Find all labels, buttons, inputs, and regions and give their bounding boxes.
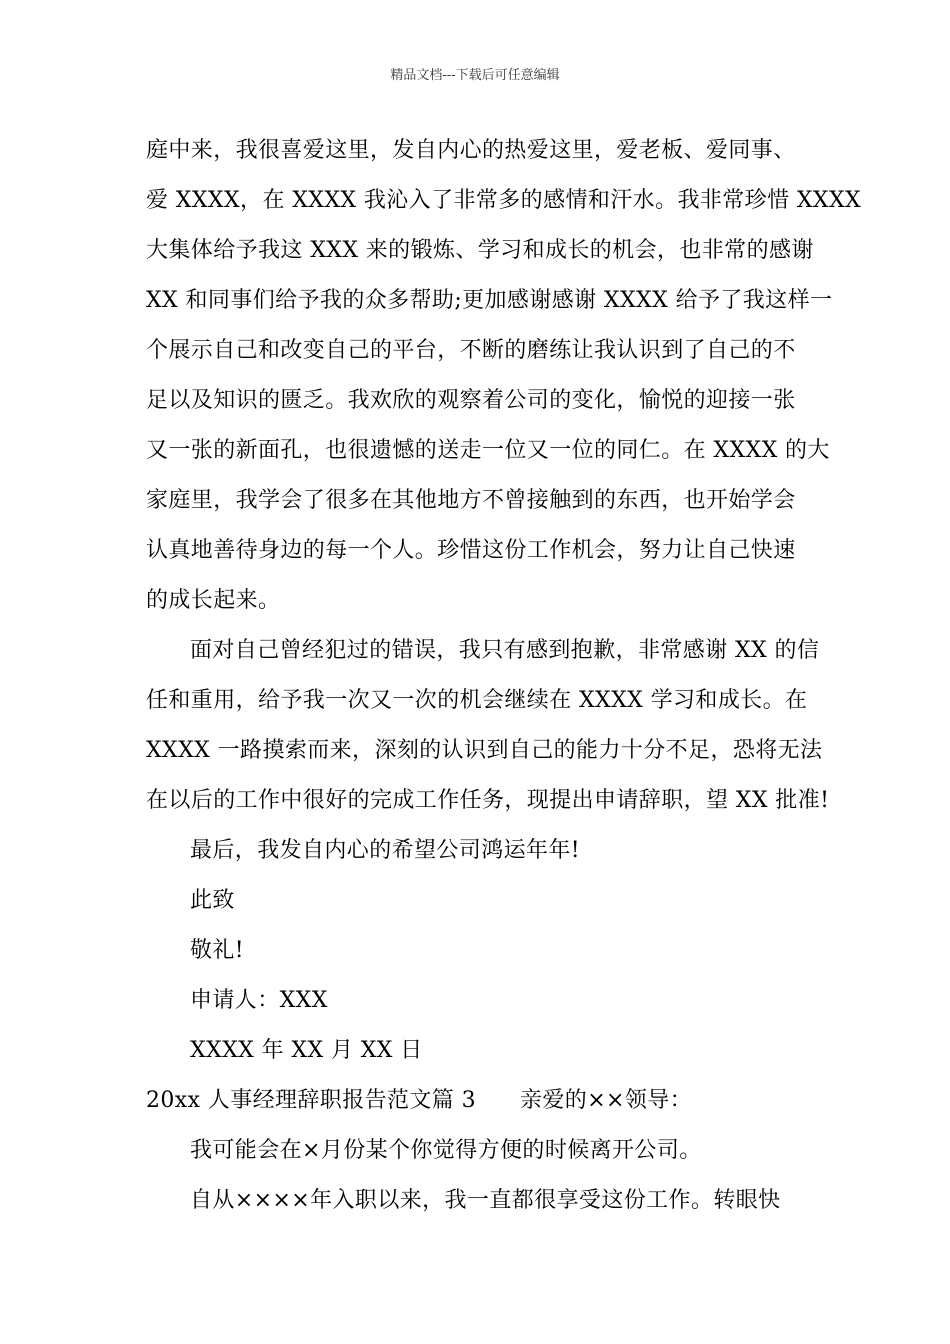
date-line: XXXX 年 XX 月 XX 日 [190, 1038, 423, 1063]
page-header: 精品文档---下载后可任意编辑 [390, 68, 560, 83]
text-line: 面对自己曾经犯过的错误，我只有感到抱歉，非常感谢 XX 的信 [190, 638, 820, 663]
section-title: 20xx 人事经理辞职报告范文篇 3 [146, 1088, 476, 1113]
closing-wish: 最后，我发自内心的希望公司鸿运年年! [190, 838, 581, 863]
text-line: 足以及知识的匮乏。我欢欣的观察着公司的变化，愉悦的迎接一张 [146, 388, 796, 413]
text-line: 家庭里，我学会了很多在其他地方不曾接触到的东西，也开始学会 [146, 488, 796, 513]
document-body [146, 126, 862, 1226]
text-line: 在以后的工作中很好的完成工作任务，现提出申请辞职，望 XX 批准! [146, 788, 830, 813]
text-line: 个展示自己和改变自己的平台，不断的磨练让我认识到了自己的不 [146, 338, 796, 363]
text-line: 的成长起来。 [146, 588, 281, 613]
text-line: 爱 XXXX，在 XXXX 我沁入了非常多的感情和汗水。我非常珍惜 XXXX [146, 188, 862, 213]
text-line: 认真地善待身边的每一个人。珍惜这份工作机会，努力让自己快速 [146, 538, 796, 563]
text-line: 我可能会在×月份某个你觉得方便的时候离开公司。 [190, 1138, 702, 1163]
section-salutation: 亲爱的××领导： [520, 1088, 693, 1113]
section-heading-line [146, 1076, 810, 1126]
text-line: XX 和同事们给予我的众多帮助;更加感谢感谢 XXXX 给予了我这样一 [146, 288, 833, 313]
closing-cizhi: 此致 [190, 888, 235, 913]
text-line: 又一张的新面孔，也很遗憾的送走一位又一位的同仁。在 XXXX 的大 [146, 438, 830, 463]
text-line: 自从××××年入职以来，我一直都很享受这份工作。转眼快 [190, 1188, 781, 1213]
closing-jingli: 敬礼! [190, 938, 245, 963]
applicant-line: 申请人：XXX [190, 988, 328, 1013]
text-line: 任和重用，给予我一次又一次的机会继续在 XXXX 学习和成长。在 [146, 688, 808, 713]
text-line: 大集体给予我这 XXX 来的锻炼、学习和成长的机会，也非常的感谢 [146, 238, 814, 263]
text-line: 庭中来，我很喜爱这里，发自内心的热爱这里，爱老板、爱同事、 [146, 138, 796, 163]
text-line: XXXX 一路摸索而来，深刻的认识到自己的能力十分不足，恐将无法 [146, 738, 823, 763]
